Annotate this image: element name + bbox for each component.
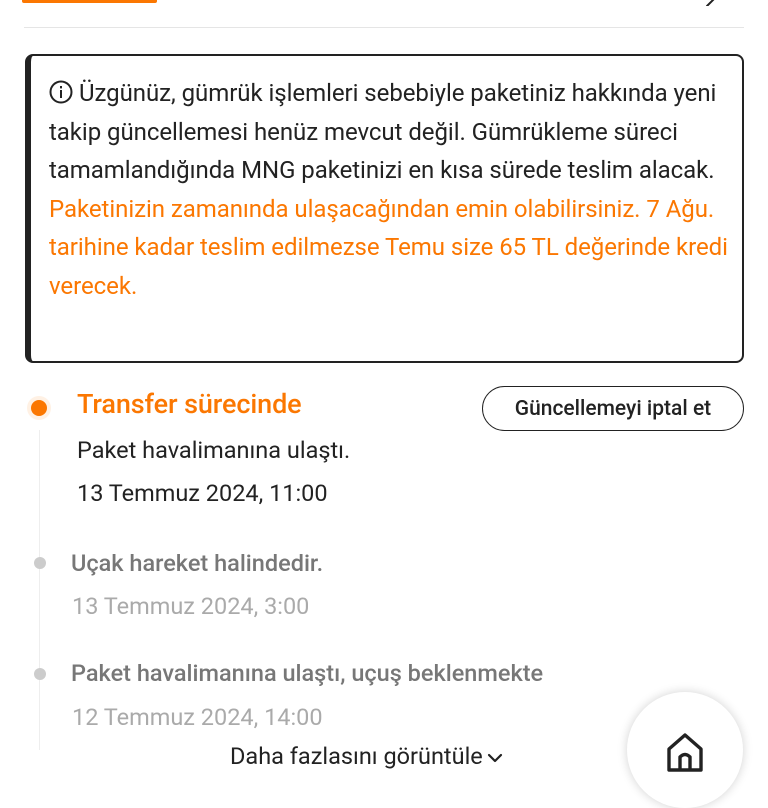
event-title: Paket havalimanına ulaştı, uçuş beklenmekte [71,659,544,687]
top-divider [24,27,744,28]
notice-text: Üzgünüz, gümrük işlemleri sebebiyle paketiniz hakkında yeni takip güncellemesi henüz mevcut değil. Gümrükleme süreci tamamlandığında MNG paketinizi en kısa sürede teslim alacak. [49,79,717,185]
chevron-icon[interactable] [704,0,718,6]
home-icon [664,730,706,772]
view-more-link[interactable] [230,742,504,770]
view-more-label: Daha fazlasını görüntüle [230,742,483,770]
timeline-line [39,430,40,750]
event-time: 13 Temmuz 2024, 3:00 [72,592,310,620]
chevron-down-icon [486,749,504,767]
event-status-time: 13 Temmuz 2024, 11:00 [77,479,328,507]
timeline-dot [34,668,46,680]
home-button[interactable] [627,692,743,808]
timeline-dot-active [31,400,47,416]
customs-notice [25,54,744,363]
event-time: 12 Temmuz 2024, 14:00 [72,703,323,731]
timeline-dot [34,557,46,569]
notice-guarantee-text: Paketinizin zamanında ulaşacağından emin olabilirsiniz. 7 Ağu. tarihine kadar teslim edilmezse Temu size 65 TL değerinde kredi verecek. [49,194,728,300]
top-tab-indicator [22,0,157,3]
event-status-description: Paket havalimanına ulaştı. [77,436,351,464]
cancel-updates-button[interactable]: Güncellemeyi iptal et [482,386,744,431]
event-status-title: Transfer sürecinde [77,388,302,420]
event-title: Uçak hareket halindedir. [71,549,324,577]
info-icon [49,80,73,104]
